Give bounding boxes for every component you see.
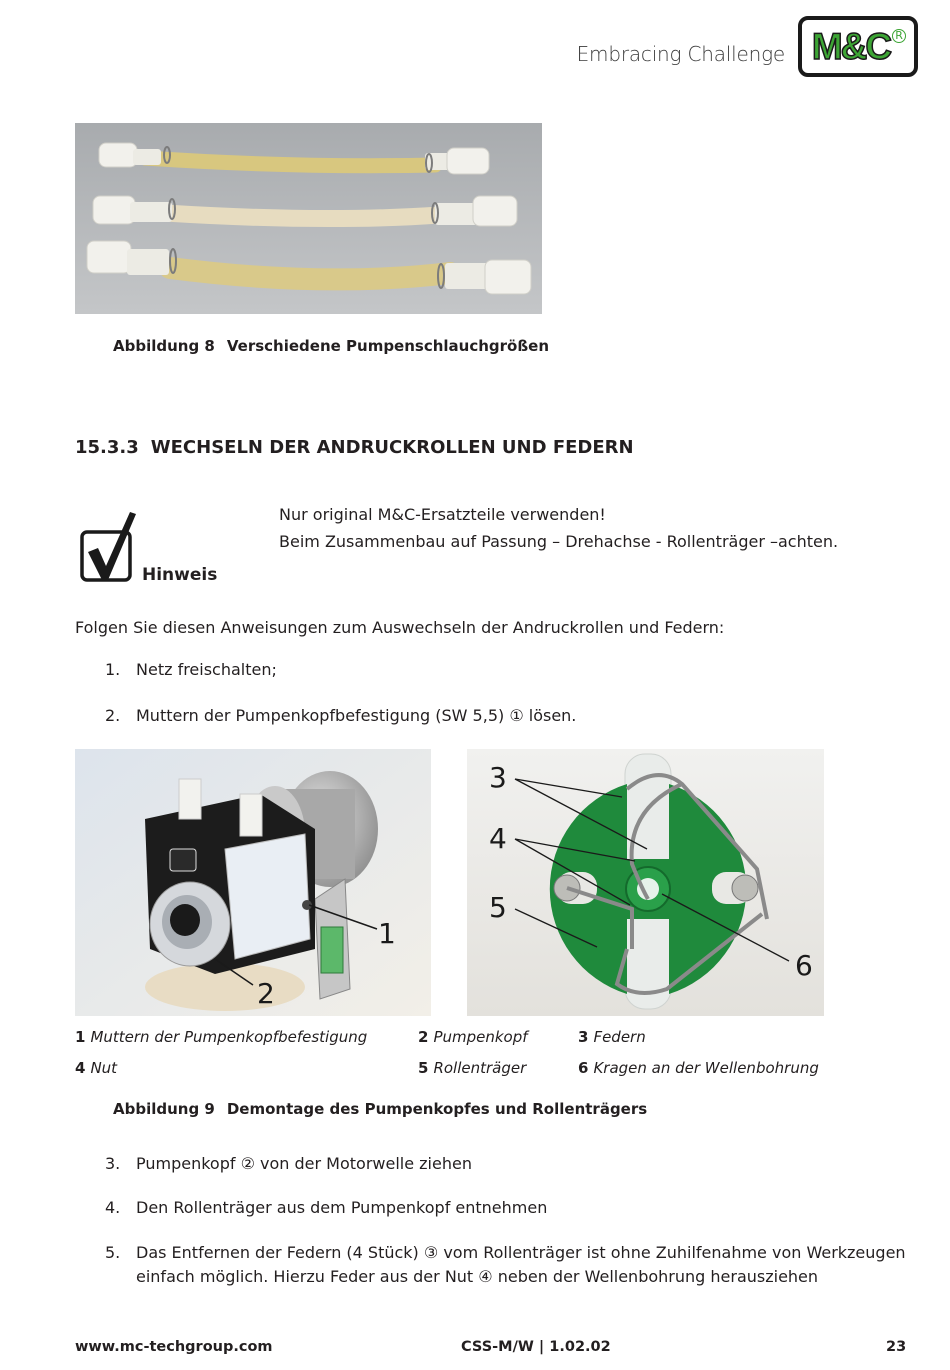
step-text: Pumpenkopf ② von der Motorwelle ziehen	[136, 1154, 472, 1173]
checkmark-icon	[78, 508, 140, 586]
legend-item: 3 Federn	[578, 1028, 646, 1046]
section-number: 15.3.3	[75, 437, 139, 458]
step-number: 1.	[105, 660, 121, 679]
footer-doc-id: CSS-M/W | 1.02.02	[461, 1339, 611, 1355]
intro-text: Folgen Sie diesen Anweisungen zum Auswechseln der Andruckrollen und Federn:	[75, 618, 725, 637]
pump-head-photo	[75, 749, 431, 1016]
step-number: 4.	[105, 1198, 121, 1217]
legend-item: 6 Kragen an der Wellenbohrung	[578, 1059, 819, 1077]
section-title: WECHSELN DER ANDRUCKROLLEN UND FEDERN	[150, 437, 634, 458]
legend-item: 4 Nut	[75, 1059, 118, 1077]
callout-label-4: 4	[489, 822, 507, 855]
figure9-caption	[113, 1100, 647, 1118]
step-number: 5.	[105, 1243, 121, 1262]
step-text: Das Entfernen der Federn (4 Stück) ③ vom Rollenträger ist ohne Zuhilfenahme von Werkzeugen einfach möglich. Hierzu Feder aus der Nut ④ neben der Wellenbohrung herausziehen	[136, 1243, 906, 1286]
logo-text: M&C	[811, 25, 891, 67]
figure8-caption	[113, 337, 549, 355]
callout-label-6: 6	[795, 949, 813, 982]
step-text: Netz freischalten;	[136, 660, 277, 679]
footer-website: www.mc-techgroup.com	[75, 1339, 273, 1355]
step-text: Den Rollenträger aus dem Pumpenkopf entnehmen	[136, 1198, 548, 1217]
registered-mark: R	[892, 29, 906, 43]
figure8-tubes-photo	[75, 123, 542, 314]
step-number: 3.	[105, 1154, 121, 1173]
legend-item: 1 Muttern der Pumpenkopfbefestigung	[75, 1028, 368, 1046]
callout-label-3: 3	[489, 761, 507, 794]
callout-label-2: 2	[257, 977, 275, 1010]
tagline: Embracing Challenge	[576, 42, 785, 66]
step-text: Muttern der Pumpenkopfbefestigung (SW 5,5) ① lösen.	[136, 706, 577, 725]
note-label: Hinweis	[142, 565, 218, 585]
section-heading	[75, 437, 634, 458]
page-number: 23	[886, 1339, 907, 1355]
legend-item: 2 Pumpenkopf	[418, 1028, 528, 1046]
step-number: 2.	[105, 706, 121, 725]
figure8-caption-text: Verschiedene Pumpenschlauchgrößen	[226, 337, 550, 355]
callout-label-1: 1	[378, 917, 396, 950]
legend-item: 5 Rollenträger	[418, 1059, 527, 1077]
note-line-2: Beim Zusammenbau auf Passung – Drehachse - Rollenträger –achten.	[279, 532, 839, 551]
figure9-caption-number: Abbildung 9	[113, 1100, 215, 1118]
figure8-caption-number: Abbildung 8	[113, 337, 215, 355]
figure9-caption-text: Demontage des Pumpenkopfes und Rollenträgers	[226, 1100, 648, 1118]
roller-carrier-photo	[467, 749, 824, 1016]
callout-label-5: 5	[489, 891, 507, 924]
note-line-1: Nur original M&C-Ersatzteile verwenden!	[279, 505, 606, 524]
company-logo	[798, 16, 918, 77]
